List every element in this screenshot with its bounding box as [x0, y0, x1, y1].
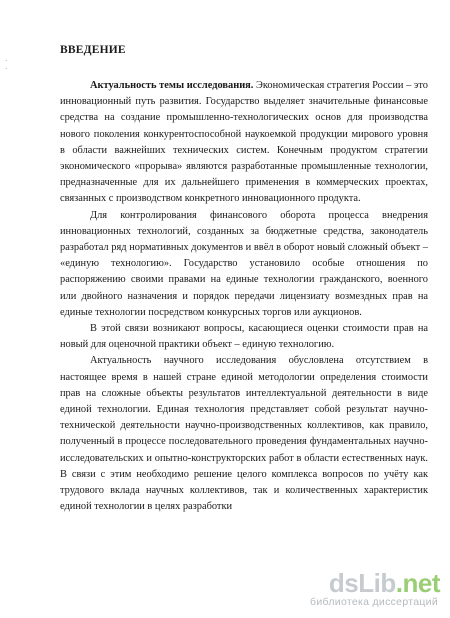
paragraph-lead: Актуальность темы исследования.	[90, 80, 254, 91]
paragraph	[60, 208, 428, 321]
paragraph-text: Для контролирования финансового оборота процесса внедрения инновационных технологий, созданных за бюджетные средства, законодатель разработал ряд нормативных документов и ввёл в оборот новый сложный объект – «единую технологию». Государство установило особые отношения по распоряжению своими правами на единые технологии гражданского, военного или двойного назначения и порядок передачи лицензиату возмездных прав на единые технологии посредством конкурсных торгов или аукционов.	[60, 209, 428, 318]
paragraph-text: Экономическая стратегия России – это инновационный путь развития. Государство выделяет значительные финансовые средства на создание промышленно-технологических основ для производства нового поколения конкурентоспособной наукоемкой продукции мирового уровня в области важнейших технических систем. Конечным продуктом стратегии экономического «прорыва» являются разработанные промышленные технологии, предназначенные для их дальнейшего применения в коммерческих проектах, связанных с производством конкретного инновационного продукта.	[60, 80, 428, 205]
watermark-logo: dsLib.net	[328, 568, 440, 598]
paragraph	[60, 78, 428, 208]
document-body	[60, 78, 428, 515]
paragraph	[60, 321, 428, 353]
paragraph-text: В этой связи возникают вопросы, касающиеся оценки стоимости прав на новый для оценочной практики объект – единую технологию.	[60, 323, 428, 351]
dslib-watermark	[242, 570, 442, 610]
paragraph-text: Актуальность научного исследования обусловлена отсутствием в настоящее время в нашей стране единой методологии определения стоимости прав на сложные объекты результатов интеллектуальной деятельности в виде единой технологии. Единая технология представляет собой результат научно-технической деятельности научно-производственных коллективов, как правило, полученный в процессе последовательного проведения фундаментальных научно-исследовательских и опытно-конструкторских работ в области естественных наук. В связи с этим необходимо решение целого комплекса вопросов по учёту как трудового вклада научных коллективов, так и количественных характеристик единой технологии в целях разработки	[60, 355, 428, 513]
paragraph	[60, 353, 428, 515]
margin-mark: ·	[5, 57, 8, 65]
margin-mark: ·	[5, 65, 8, 73]
watermark-subtitle: библиотека диссертаций	[310, 596, 438, 608]
page-heading: ВВЕДЕНИЕ	[60, 44, 126, 56]
